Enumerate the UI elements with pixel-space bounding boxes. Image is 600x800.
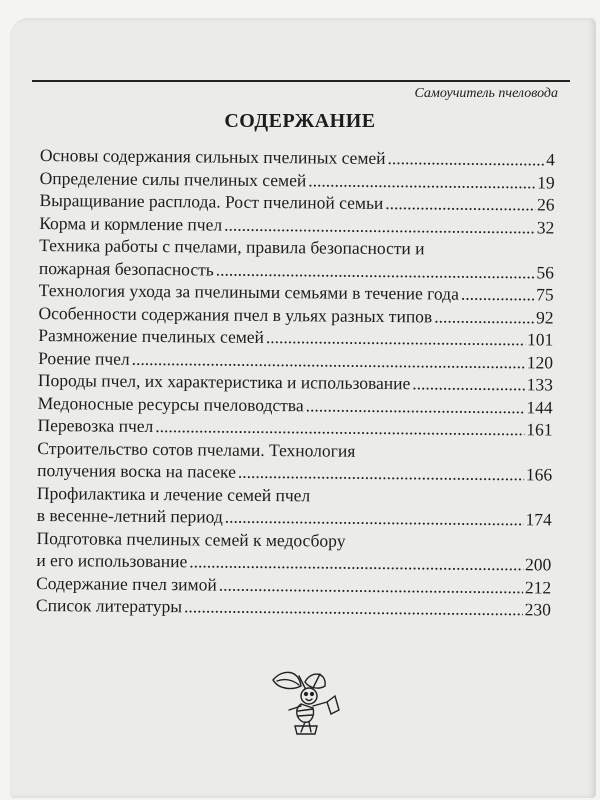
toc-page-number: 56 xyxy=(536,261,554,282)
dot-leader xyxy=(238,461,524,486)
toc-entry-text: Технология ухода за пчелиными семьями в течение года xyxy=(38,279,459,304)
toc-entry-text: Породы пчел, их характеристика и использование xyxy=(37,369,411,394)
toc-page-number: 174 xyxy=(525,509,552,530)
toc-page-number: 19 xyxy=(537,171,555,192)
dot-leader xyxy=(219,573,523,598)
toc-page-number: 75 xyxy=(536,284,554,305)
toc-entry-text: и его использование xyxy=(36,549,188,572)
toc-entry-text: Медоносные ресурсы пчеловодства xyxy=(37,392,304,415)
toc-page-number: 161 xyxy=(526,419,553,440)
toc-entry-text: Определение силы пчелиных семей xyxy=(39,167,307,190)
toc-page-number: 101 xyxy=(526,329,554,350)
toc-entry-text: Основы содержания сильных пчелиных семей xyxy=(39,144,386,169)
toc-page-number: 212 xyxy=(524,576,552,597)
dot-leader xyxy=(225,506,524,531)
toc-entry xyxy=(36,594,551,621)
header-rule xyxy=(32,80,570,82)
toc-entry-text: пожарная безопасность xyxy=(38,257,214,280)
toc-entry-text: Особенности содержания пчел в ульях разных типов xyxy=(38,302,433,326)
dot-leader xyxy=(224,213,535,238)
dot-leader xyxy=(306,394,525,418)
toc-entry xyxy=(36,526,551,575)
dot-leader xyxy=(216,258,535,283)
toc-entry-text: Содержание пчел зимой xyxy=(36,572,217,595)
toc-entry xyxy=(39,234,554,283)
toc-entry-text: Подготовка пчелиных семей к медосбору xyxy=(36,527,346,551)
dot-leader xyxy=(412,372,525,395)
toc-page-number: 4 xyxy=(546,149,555,170)
toc-entry-text: получения воска на пасеке xyxy=(37,459,237,482)
toc-page-number: 230 xyxy=(524,599,552,620)
running-head: Самоучитель пчеловода xyxy=(414,86,558,101)
dot-leader xyxy=(434,305,534,328)
toc-entry-text: в весенне-летний период xyxy=(36,504,223,527)
toc-entry xyxy=(37,481,552,530)
toc-entry-text: Перевозка пчел xyxy=(37,414,154,436)
toc-page-number: 166 xyxy=(525,464,553,485)
toc-entry-text: Роение пчел xyxy=(38,347,130,369)
toc-entry-text: Профилактика и лечение семей пчел xyxy=(36,482,311,505)
toc-entry-text: Строительство сотов пчелами. Технология xyxy=(37,437,356,461)
dot-leader xyxy=(184,595,523,620)
dot-leader xyxy=(461,283,535,306)
dot-leader xyxy=(308,169,535,193)
dot-leader xyxy=(266,326,525,351)
dot-leader xyxy=(387,147,544,171)
toc-page-number: 144 xyxy=(526,396,553,417)
bee-icon xyxy=(265,666,345,736)
toc-page-number: 26 xyxy=(536,194,555,215)
toc-entry-text: Размножение пчелиных семей xyxy=(38,324,265,347)
toc-page-number: 133 xyxy=(526,374,554,395)
book-page xyxy=(10,18,596,798)
toc-entry-text: Техника работы с пчелами, правила безопасности и xyxy=(39,234,425,259)
toc-page-number: 92 xyxy=(535,306,554,327)
toc-page-number: 120 xyxy=(526,351,554,372)
toc-entry-row xyxy=(36,594,551,621)
table-of-contents xyxy=(36,144,555,621)
toc-entry-text: Корма и кормление пчел xyxy=(39,212,223,235)
toc-page-number: 200 xyxy=(525,554,552,575)
dot-leader xyxy=(385,192,535,216)
toc-page-number: 32 xyxy=(536,216,555,237)
dot-leader xyxy=(189,550,523,575)
dot-leader xyxy=(155,415,524,441)
toc-entry-text: Выращивание расплода. Рост пчелиной семьи xyxy=(39,189,384,213)
toc-entry-text: Список литературы xyxy=(35,594,183,617)
toc-title: СОДЕРЖАНИЕ xyxy=(224,110,376,132)
toc-entry xyxy=(37,436,552,485)
